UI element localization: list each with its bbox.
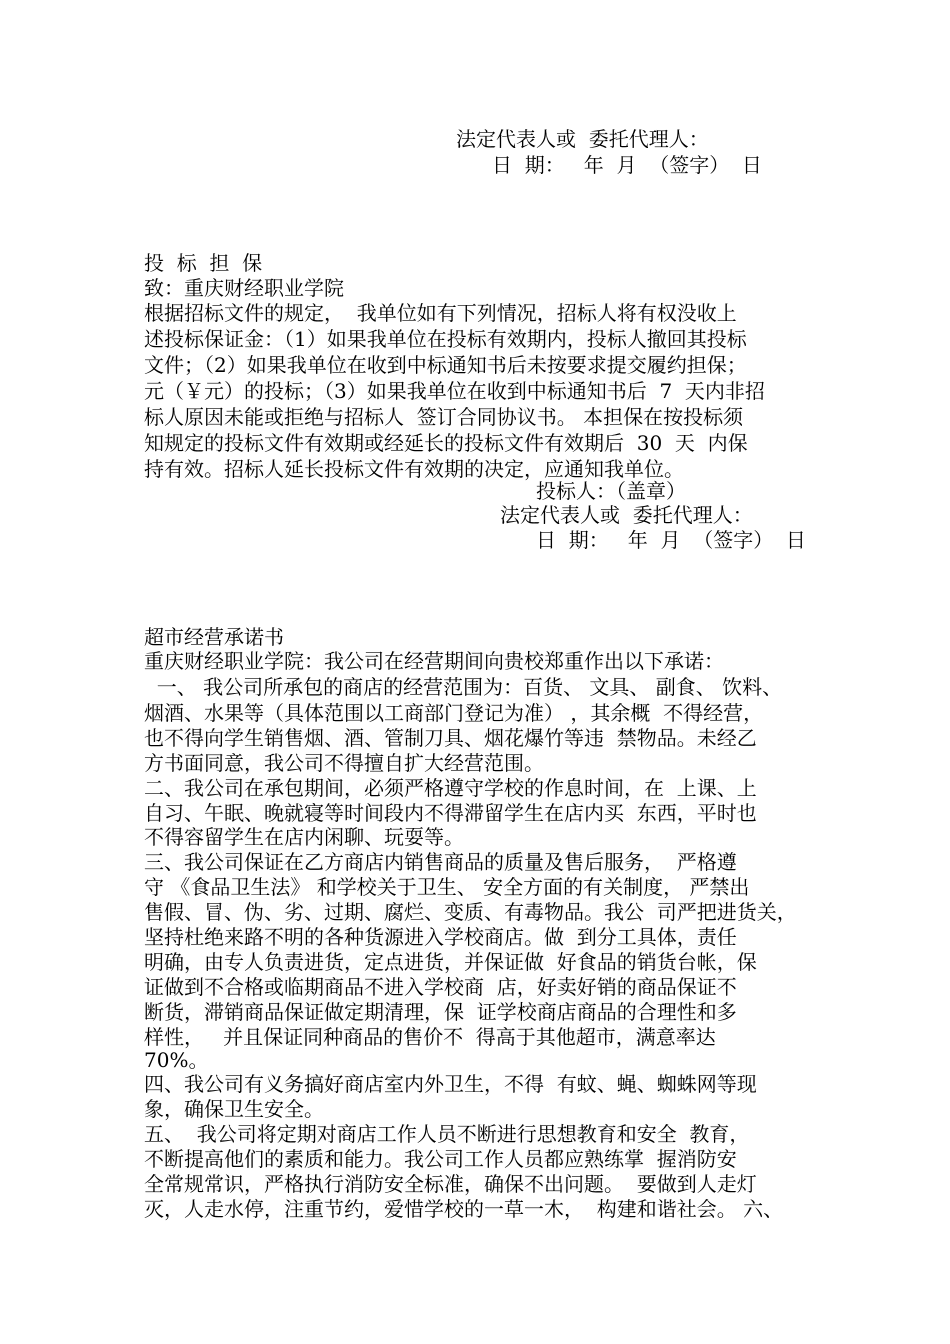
commitment-line: 售假、冒、伪、劣、过期、腐烂、变质、有毒物品。我公 司严把进货关， — [144, 900, 797, 924]
commitment-line: 自习、午眠、晚就寝等时间段内不得滞留学生在店内买 东西，平时也 — [144, 801, 757, 825]
commitment-line: 一、 我公司所承包的商店的经营范围为：百货、 文具、 副食、 饮料、 — [144, 675, 783, 699]
commitment-line: 证做到不合格或临期商品不进入学校商 店，好卖好销的商品保证不 — [144, 975, 737, 999]
commitment-line: 方书面同意，我公司不得擅自扩大经营范围。 — [144, 751, 544, 775]
bid-guarantee-body-line: 标人原因未能或拒绝与招标人 签订合同协议书。 本担保在按投标须 — [144, 405, 744, 429]
commitment-line: 象，确保卫生安全。 — [144, 1097, 324, 1121]
commitment-line: 二、我公司在承包期间，必须严格遵守学校的作息时间，在 上课、上 — [144, 776, 757, 800]
bid-guarantee-body-line: 根据招标文件的规定， 我单位如有下列情况，招标人将有权没收上 — [144, 301, 737, 325]
commitment-line: 四、我公司有义务搞好商店室内外卫生，不得 有蚊、蝇、蜘蛛网等现 — [144, 1072, 757, 1096]
bid-guarantee-to-line: 致：重庆财经职业学院 — [144, 276, 344, 300]
bid-guarantee-body-line: 元（￥元）的投标；（3）如果我单位在收到中标通知书后 7 天内非招 — [144, 379, 765, 403]
commitment-line: 五、 我公司将定期对商店工作人员不断进行思想教育和安全 教育， — [144, 1122, 750, 1146]
commitment-line: 灭，人走水停，注重节约，爱惜学校的一草一木， 构建和谐社会。 六、 — [144, 1197, 784, 1221]
bid-guarantee-date-line: 日 期： 年 月 （签字） 日 — [536, 528, 806, 552]
commitment-line: 烟酒、水果等（具体范围以工商部门登记为准） ，其余概 不得经营， — [144, 701, 764, 725]
signature-date-line: 日 期： 年 月 （签字） 日 — [492, 153, 762, 177]
commitment-line: 三、我公司保证在乙方商店内销售商品的质量及售后服务， 严格遵 — [144, 850, 737, 874]
bid-guarantee-body-line: 文件；（2）如果我单位在收到中标通知书后未按要求提交履约担保； — [144, 353, 747, 377]
bidder-seal-line: 投标人：（盖章） — [536, 479, 686, 503]
commitment-line: 明确，由专人负责进货，定点进货，并保证做 好食品的销货台帐，保 — [144, 950, 757, 974]
commitment-line: 样性， 并且保证同种商品的售价不 得高于其他超市，满意率达 — [144, 1025, 716, 1049]
commitment-line: 不断提高他们的素质和能力。我公司工作人员都应熟练掌 握消防安 — [144, 1147, 737, 1171]
bid-guarantee-rep-line: 法定代表人或 委托代理人： — [500, 503, 753, 527]
commitment-line: 全常规常识，严格执行消防安全标准，确保不出问题。 要做到人走灯 — [144, 1172, 757, 1196]
bid-guarantee-body-line: 知规定的投标文件有效期或经延长的投标文件有效期后 30 天 内保 — [144, 431, 748, 455]
commitment-line: 不得容留学生在店内闲聊、玩耍等。 — [144, 825, 464, 849]
commitment-line: 守 《食品卫生法》 和学校关于卫生、 安全方面的有关制度， 严禁出 — [144, 875, 750, 899]
signature-rep-line: 法定代表人或 委托代理人： — [456, 127, 709, 151]
commitment-line: 也不得向学生销售烟、酒、管制刀具、烟花爆竹等违 禁物品。未经乙 — [144, 726, 757, 750]
commitment-line: 70%。 — [144, 1048, 209, 1072]
bid-guarantee-body-line: 述投标保证金：（1）如果我单位在投标有效期内，投标人撤回其投标 — [144, 327, 747, 351]
commitment-title: 超市经营承诺书 — [144, 625, 284, 649]
bid-guarantee-body-line: 持有效。招标人延长投标文件有效期的决定，应通知我单位。 — [144, 457, 684, 481]
bid-guarantee-title: 投 标 担 保 — [144, 251, 263, 275]
commitment-line: 坚持杜绝来路不明的各种货源进入学校商店。做 到分工具体，责任 — [144, 925, 737, 949]
commitment-line: 重庆财经职业学院：我公司在经营期间向贵校郑重作出以下承诺： — [144, 649, 724, 673]
commitment-line: 断货，滞销商品保证做定期清理，保 证学校商店商品的合理性和多 — [144, 1000, 737, 1024]
